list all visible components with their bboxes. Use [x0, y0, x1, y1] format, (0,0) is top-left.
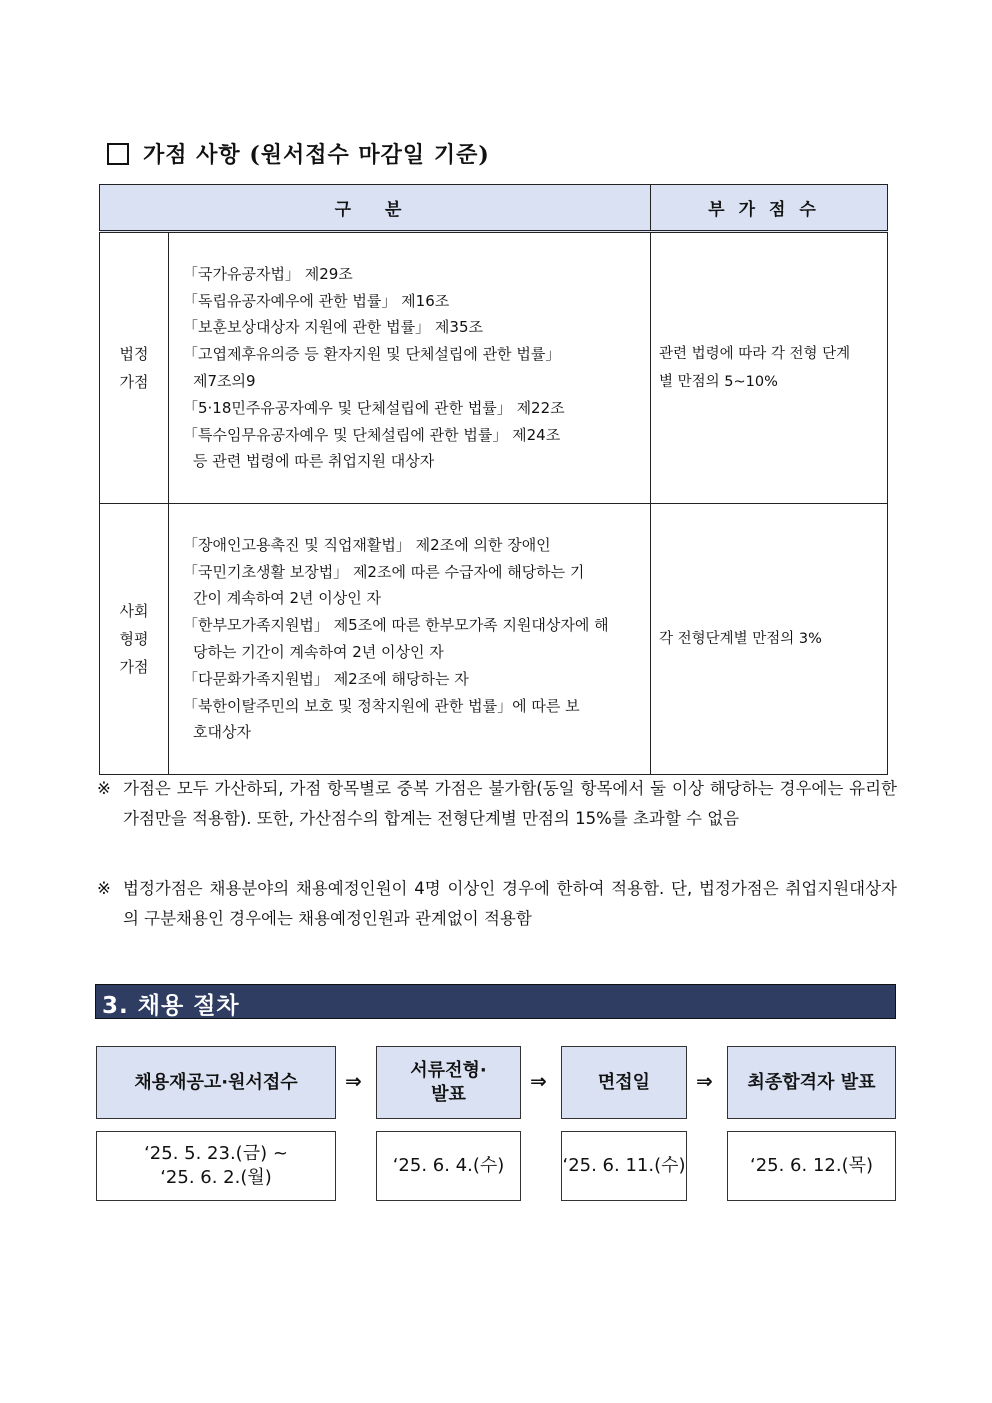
table-row: [100, 504, 888, 775]
list-item: 「독립유공자예우에 관한 법률」 제16조: [183, 291, 450, 310]
table-header-row: [100, 185, 888, 232]
list-item: 「북한이탈주민의 보호 및 정착지원에 관한 법률」에 따른 보: [183, 696, 580, 715]
list-item: 제7조의9: [193, 372, 256, 390]
header-points: 부가점수: [651, 185, 888, 232]
step-final-announcement: 최종합격자 발표: [727, 1046, 896, 1119]
step-interview: 면접일: [561, 1046, 687, 1119]
row-category: 사회 형평 가점: [100, 504, 169, 775]
list-item: 「장애인고용촉진 및 직업재활법」 제2조에 의한 장애인: [183, 535, 551, 554]
reference-mark-icon: ※: [97, 779, 111, 798]
row-items: [169, 504, 651, 775]
list-item: 「한부모가족지원법」 제5조에 따른 한부모가족 지원대상자에 해: [183, 616, 609, 635]
row-category: 법정 가점: [100, 232, 169, 504]
note-bonus-limit: ※ 가점은 모두 가산하되, 가점 항목별로 중복 가점은 불가함(동일 항목에서 둘 이상 해당하는 경우에는 유리한 가점만을 적용함). 또한, 가산점수의 합계는 전형단계별 만점의 15%를 초과할 수 없음: [97, 774, 897, 834]
process-section-title: 3. 채용 절차: [102, 993, 240, 1019]
checkbox-square-icon: [107, 143, 129, 165]
date-application: ‘25. 5. 23.(금) ~ ‘25. 6. 2.(월): [96, 1131, 336, 1201]
list-item: 「고엽제후유의증 등 환자지원 및 단체설립에 관한 법률」: [183, 345, 561, 364]
header-category: 구 분: [100, 185, 651, 232]
list-item: 간이 계속하여 2년 이상인 자: [193, 589, 382, 608]
bonus-section-title: 가점 사항 (원서접수 마감일 기준): [143, 142, 490, 168]
bonus-points-table: [99, 184, 888, 775]
row-points: 관련 법령에 따라 각 전형 단계 별 만점의 5~10%: [651, 232, 888, 504]
step-document-screening: 서류전형· 발표: [376, 1046, 521, 1119]
arrow-right-icon: ⇒: [345, 1069, 362, 1093]
list-item: 「다문화가족지원법」 제2조에 해당하는 자: [183, 669, 469, 688]
list-item: 「국가유공자법」 제29조: [183, 264, 353, 283]
process-section-header: [95, 984, 896, 1019]
table-row: [100, 232, 888, 504]
date-document-screening: ‘25. 6. 4.(수): [376, 1131, 521, 1201]
list-item: 「특수임무유공자예우 및 단체설립에 관한 법률」 제24조: [183, 425, 561, 444]
step-application: 채용재공고·원서접수: [96, 1046, 336, 1119]
arrow-right-icon: ⇒: [696, 1069, 713, 1093]
bonus-section-heading: [107, 138, 490, 169]
row-points: 각 전형단계별 만점의 3%: [651, 504, 888, 775]
reference-mark-icon: ※: [97, 879, 111, 898]
list-item: 호대상자: [193, 723, 251, 742]
row-items: [169, 232, 651, 504]
list-item: 「보훈보상대상자 지원에 관한 법률」 제35조: [183, 318, 484, 337]
list-item: 등 관련 법령에 따른 취업지원 대상자: [193, 452, 435, 471]
list-item: 당하는 기간이 계속하여 2년 이상인 자: [193, 643, 444, 661]
list-item: 「국민기초생활 보장법」 제2조에 따른 수급자에 해당하는 기: [183, 562, 585, 581]
note-legal-bonus: ※ 법정가점은 채용분야의 채용예정인원이 4명 이상인 경우에 한하여 적용함. 단, 법정가점은 취업지원대상자의 구분채용인 경우에는 채용예정인원과 관계없이 적용함: [97, 874, 897, 934]
date-interview: ‘25. 6. 11.(수): [561, 1131, 687, 1201]
arrow-right-icon: ⇒: [530, 1069, 547, 1093]
list-item: 「5·18민주유공자예우 및 단체설립에 관한 법률」 제22조: [183, 398, 565, 417]
date-final-announcement: ‘25. 6. 12.(목): [727, 1131, 896, 1201]
